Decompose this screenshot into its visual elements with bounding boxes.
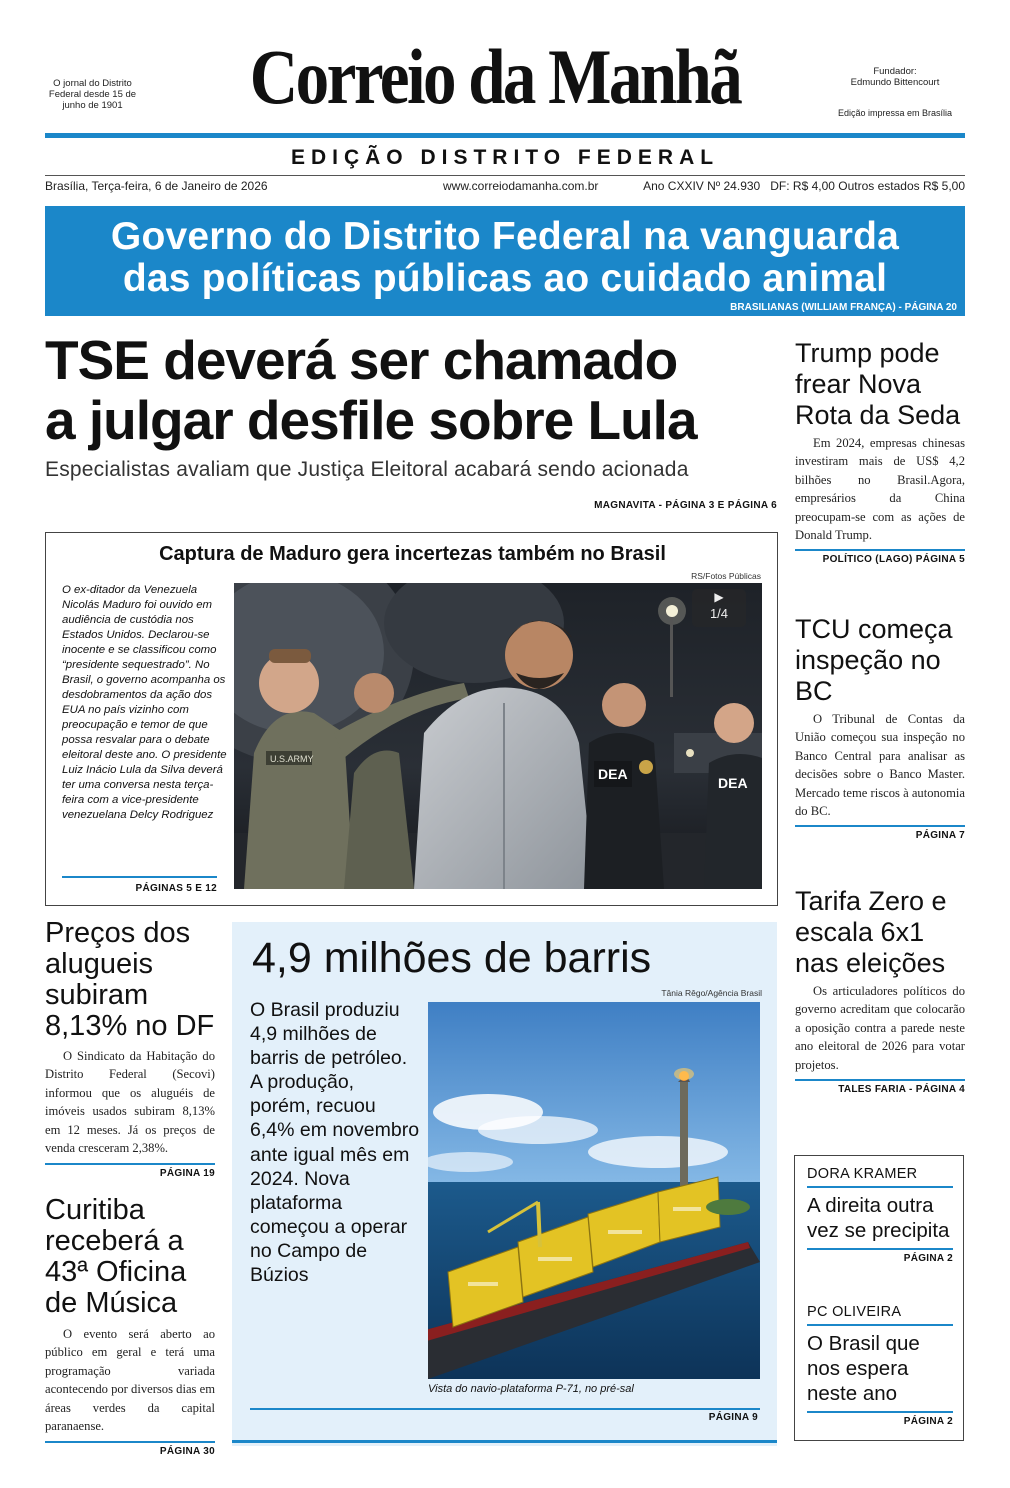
dea-label-right: DEA: [718, 775, 748, 791]
main-headline[interactable]: [45, 330, 785, 450]
tarifa-headline: Tarifa Zero e escala 6x1 nas eleições: [795, 886, 947, 978]
columnist-pc-oliveira[interactable]: [807, 1304, 953, 1427]
website-link[interactable]: www.correiodamanha.com.br: [443, 179, 599, 193]
rent-page-ref: PÁGINA 19: [159, 1168, 215, 1180]
tarifa-page-ref: TALES FARIA - PÁGINA 4: [838, 1084, 965, 1096]
oil-divider: [250, 1408, 760, 1410]
main-headline-line2: a julgar desfile sobre Lula: [45, 389, 697, 451]
curitiba-body: O evento será aberto ao público em geral e terá uma programação variada acontecendo por diversos dias em áreas verdes da capital paranaense.: [45, 1327, 215, 1434]
oil-page-ref: PÁGINA 9: [708, 1412, 758, 1423]
maduro-title: Captura de Maduro gera incertezas também no Brasil: [159, 543, 666, 565]
tarifa-story[interactable]: [795, 886, 965, 1095]
tarifa-body: Os articuladores políticos do governo acreditam que colocarão a oposição contra a parede neste ano eleitoral de 2026 para votar projetos.: [795, 984, 965, 1072]
columnist-page-ref: PÁGINA 2: [903, 1416, 953, 1427]
rent-body: O Sindicato da Habitação do Distrito Federal (Secovi) informou que os aluguéis de imóveis usados subiram 8,13% em 12 meses. Já os preços de venda cresceram 2,38%.: [45, 1049, 215, 1156]
curitiba-headline: Curitiba receberá a 43ª Oficina de Música: [45, 1194, 187, 1319]
maduro-photo[interactable]: [234, 583, 762, 889]
tarifa-divider: [795, 1079, 965, 1081]
banner-headline-line2: das políticas públicas ao cuidado animal: [122, 257, 888, 300]
columnist-divider: [807, 1324, 953, 1326]
columnist-headline: O Brasil que nos espera neste ano: [807, 1332, 920, 1405]
oil-photo-credit: Tânia Rêgo/Agência Brasil: [661, 988, 762, 998]
trump-body: Em 2024, empresas chinesas investiram mais de US$ 4,2 bilhões no Brasil.Agora, empresários da China preocupam-se com as ações de Donald Trump.: [795, 436, 965, 543]
oil-summary: O Brasil produziu 4,9 milhões de barris de petróleo. A produção, porém, recuou 6,4% em novembro ante igual mês em 2024. Nova plataforma começou a operar no Campo de Búzios: [250, 999, 420, 1287]
dea-label-left: DEA: [598, 766, 628, 782]
rent-divider: [45, 1163, 215, 1165]
tcu-divider: [795, 825, 965, 827]
masthead-tagline: O jornal do Distrito Federal desde 15 de junho de 1901: [48, 78, 137, 111]
oil-box-bottom-rule: [232, 1440, 777, 1443]
maduro-divider: [62, 876, 217, 878]
price-text: DF: R$ 4,00 Outros estados R$ 5,00: [770, 179, 965, 193]
curitiba-page-ref: PÁGINA 30: [159, 1446, 215, 1458]
trump-divider: [795, 549, 965, 551]
masthead-rule: [45, 133, 965, 138]
newspaper-logo[interactable]: Correio da Manhã: [249, 33, 741, 120]
columnist-name: DORA KRAMER: [807, 1166, 918, 1182]
edition-divider: [45, 175, 965, 176]
main-page-ref: MAGNAVITA - PÁGINA 3 E PÁGINA 6: [594, 500, 777, 511]
rent-headline: Preços dos alugueis subiram 8,13% no DF: [45, 917, 215, 1042]
rent-story[interactable]: [45, 918, 215, 1179]
maduro-story-box[interactable]: [45, 532, 778, 906]
columnists-box: [794, 1155, 964, 1441]
masthead-founder: [830, 66, 960, 88]
columnist-divider: [807, 1248, 953, 1250]
founder-label: Fundador:: [873, 66, 917, 77]
us-army-tape: U.S.ARMY: [270, 754, 314, 764]
maduro-photo-credit: RS/Fotos Públicas: [691, 571, 761, 581]
issue-price: [643, 179, 965, 193]
columnist-divider: [807, 1411, 953, 1413]
edition-label: EDIÇÃO DISTRITO FEDERAL: [290, 146, 720, 169]
edition-note: Edição impressa em Brasília: [837, 108, 953, 118]
maduro-page-ref: PÁGINAS 5 E 12: [135, 883, 217, 894]
issue-number: Ano CXXIV Nº 24.930: [643, 179, 761, 193]
oil-platform-photo[interactable]: [428, 1002, 760, 1379]
tcu-body: O Tribunal de Contas da União começou sua inspeção no Banco Central para analisar as decisões sobre o Banco Master. Mercado teme riscos à autonomia do BC.: [795, 712, 965, 819]
banner-source: BRASILIANAS (WILLIAM FRANÇA) - PÁGINA 20: [730, 302, 957, 313]
oil-story-box[interactable]: [232, 922, 777, 1446]
gallery-count-text: 1/4: [709, 606, 729, 621]
banner-headline-line1: Governo do Distrito Federal na vanguarda: [110, 215, 900, 258]
tcu-page-ref: PÁGINA 7: [915, 830, 965, 842]
oil-photo-caption: Vista do navio-plataforma P-71, no pré-sal: [428, 1383, 634, 1395]
columnist-headline: A direita outra vez se precipita: [807, 1194, 950, 1242]
main-subhead: Especialistas avaliam que Justiça Eleitoral acabará sendo acionada: [45, 458, 689, 481]
play-icon[interactable]: ▶: [714, 590, 724, 604]
curitiba-divider: [45, 1441, 215, 1443]
trump-headline: Trump pode frear Nova Rota da Seda: [795, 338, 961, 430]
tcu-story[interactable]: [795, 614, 965, 841]
gallery-counter[interactable]: [692, 589, 746, 627]
oil-headline: 4,9 milhões de barris: [252, 934, 652, 982]
maduro-summary: O ex-ditador da Venezuela Nicolás Maduro foi ouvido em audiência de custódia nos Estados Unidos. Declarou-se inocente e se classificou como “presidente sequestrado”. No Brasil, o governo acompanha os desdobramentos da ação dos EUA no país vizinho com preocupação e temor de que possa resvalar para o debate eleitoral deste ano. O presidente Luiz Inácio Lula da Silva deverá ter uma conversa nesta terça-feira com a vice-presidente venezuelana Delcy Rodriguez: [62, 584, 227, 821]
columnist-page-ref: PÁGINA 2: [903, 1253, 953, 1264]
tcu-headline: TCU começa inspeção no BC: [795, 614, 953, 706]
columnist-divider: [807, 1186, 953, 1188]
columnist-dora-kramer[interactable]: [807, 1166, 953, 1264]
founder-name: Edmundo Bittencourt: [850, 77, 940, 88]
issue-date: Brasília, Terça-feira, 6 de Janeiro de 2026: [45, 179, 268, 193]
main-headline-line1: TSE deverá ser chamado: [45, 329, 678, 391]
top-banner[interactable]: [45, 206, 965, 316]
columnist-name: PC OLIVEIRA: [807, 1304, 902, 1320]
trump-page-ref: POLÍTICO (LAGO) PÁGINA 5: [822, 554, 965, 566]
trump-story[interactable]: [795, 338, 965, 565]
curitiba-story[interactable]: [45, 1195, 215, 1457]
